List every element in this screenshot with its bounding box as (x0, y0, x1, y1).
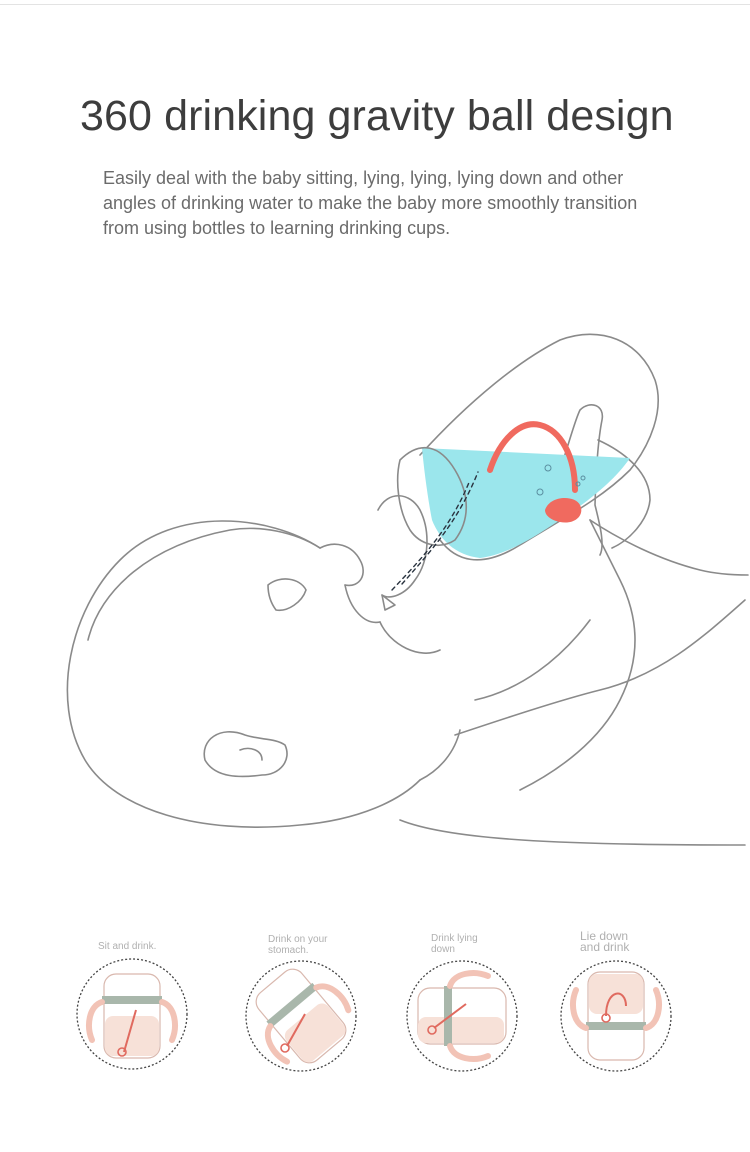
baby-cheek (345, 585, 380, 622)
baby-hair-outline (88, 528, 320, 640)
cup-band (102, 996, 162, 1004)
position-icon-stomach (243, 958, 359, 1074)
baby-head-outline (67, 521, 420, 827)
baby-shoulder (475, 620, 590, 700)
page-title: 360 drinking gravity ball design (80, 92, 674, 140)
baby-body-lower (400, 820, 745, 845)
baby-drinking-illustration (0, 300, 750, 860)
baby-nose (320, 544, 363, 585)
position-icon-lying (404, 958, 520, 1074)
cup-liquid (418, 1017, 504, 1043)
baby-ear (204, 732, 287, 777)
page-description: Easily deal with the baby sitting, lying, lying, lying down and other angles of drinking water to make the baby more smoothly transition from using bottles to learning drinking cups. (103, 168, 638, 238)
position-label-lie-down: Lie down and drink (580, 929, 630, 954)
baby-ear-inner (240, 748, 262, 760)
baby-arm (520, 520, 635, 790)
top-divider (0, 4, 750, 5)
baby-neck (420, 730, 460, 780)
baby-fingers (598, 440, 650, 548)
baby-eye (268, 579, 306, 610)
baby-chin (380, 622, 440, 653)
position-icon-sit (74, 956, 190, 1072)
position-label-lying: Drink lying down (431, 933, 478, 955)
cup-band (586, 1022, 646, 1030)
position-icon-lie-down (558, 958, 674, 1074)
position-label-stomach: Drink on your stomach. (268, 934, 328, 956)
position-label-sit: Sit and drink. (98, 941, 157, 952)
baby-body (455, 600, 745, 735)
